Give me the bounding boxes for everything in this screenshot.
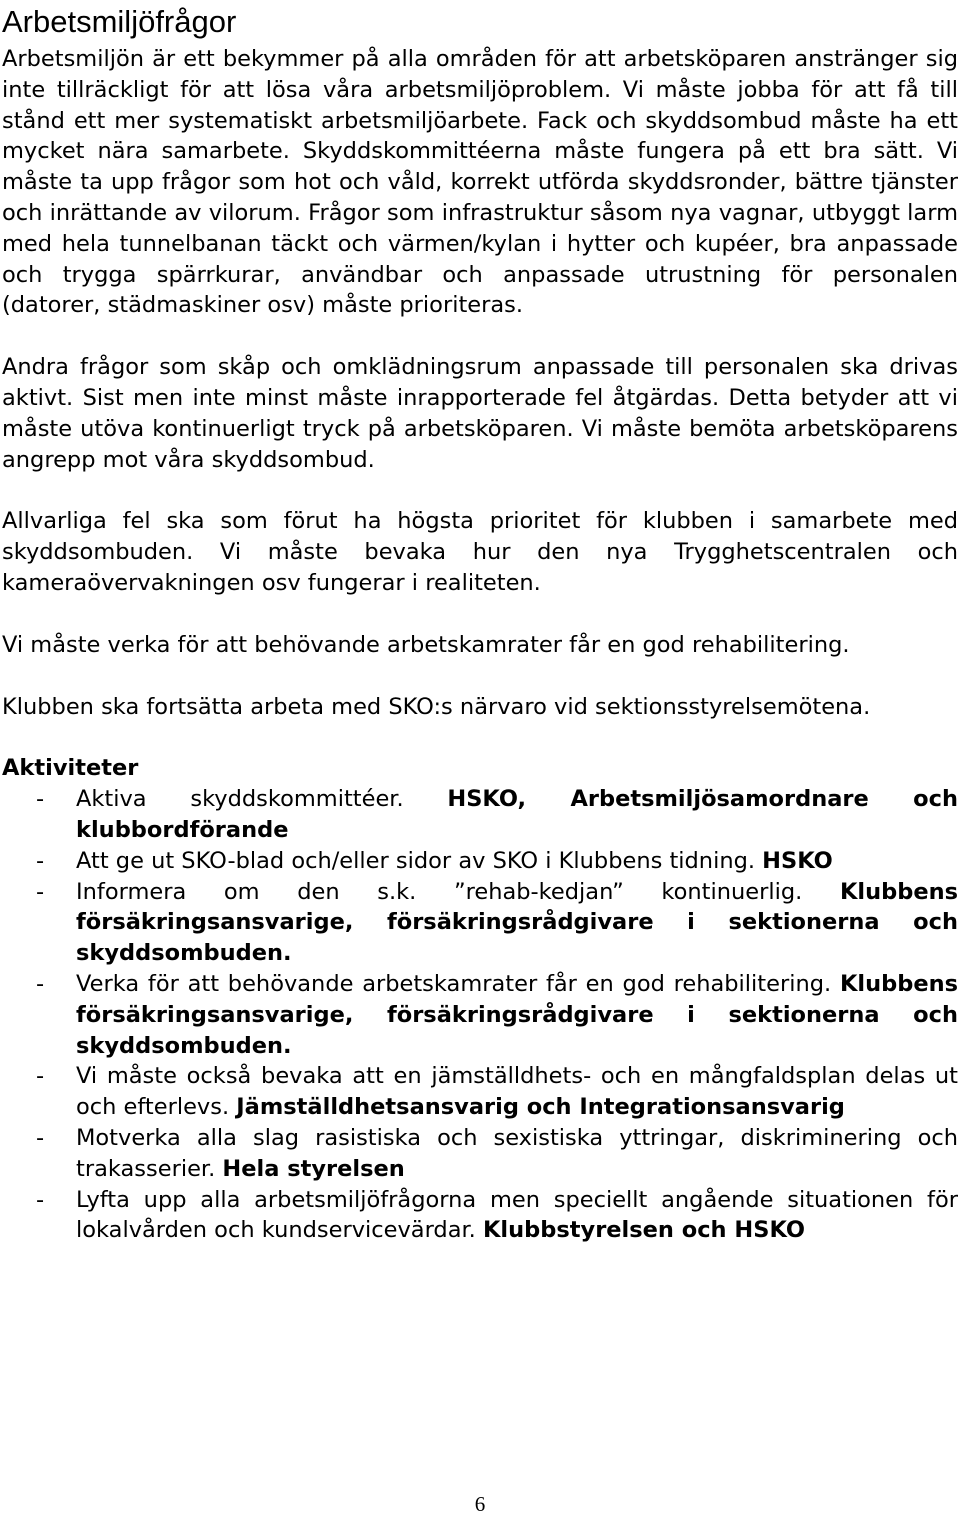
activities-heading: Aktiviteter [2, 755, 139, 782]
activity-responsible: Jämställdhetsansvarig och Integrationsansvarig [236, 1094, 845, 1121]
document-page [2, 0, 958, 1246]
activity-responsible: HSKO, Arbetsmiljösamordnare och klubbordförande [76, 786, 958, 843]
bullet-dash: - [36, 1186, 45, 1213]
bullet-dash: - [36, 1063, 45, 1090]
activity-item [2, 846, 958, 877]
activity-responsible: Hela styrelsen [222, 1155, 405, 1182]
activity-text: Vi måste också bevaka att en jämställdhets- och en mångfaldsplan delas ut och efterlevs. [76, 1063, 958, 1121]
activity-responsible: Klubbens försäkringsansvarige, försäkringsrådgivare i sektionerna och skyddsombuden. [76, 878, 958, 967]
page-title: Arbetsmiljöfrågor [2, 4, 237, 39]
activity-text: Verka för att behövande arbetskamrater får en god rehabilitering. [76, 970, 840, 997]
bullet-dash: - [36, 878, 45, 905]
paragraph-sko-presence: Klubben ska fortsätta arbeta med SKO:s närvaro vid sektionsstyrelsemötena. [2, 693, 871, 720]
paragraph-rehabilitation: Vi måste verka för att behövande arbetskamrater får en god rehabilitering. [2, 631, 850, 658]
activity-item [2, 1061, 958, 1123]
bullet-dash: - [36, 970, 45, 997]
bullet-dash: - [36, 786, 45, 813]
activity-text: Att ge ut SKO-blad och/eller sidor av SKO i Klubbens tidning. [76, 847, 763, 874]
paragraph-lockers: Andra frågor som skåp och omklädningsrum anpassade till personalen ska drivas aktivt. Sist men inte minst måste inrapporterade fel åtgärdas. Detta betyder att vi måste utöva kontinuerligt tryck på arbetsköparen. Vi måste bemöta arbetsköparens angrepp mot våra skyddsombud. [2, 354, 958, 473]
activity-item [2, 877, 958, 969]
activity-responsible: HSKO [762, 847, 833, 874]
bullet-dash: - [36, 1124, 45, 1151]
activity-text: Aktiva skyddskommittéer. [76, 786, 448, 813]
activity-responsible: Klubbstyrelsen och HSKO [483, 1217, 805, 1244]
activity-item [2, 1185, 958, 1247]
bullet-dash: - [36, 847, 45, 874]
activity-item [2, 1123, 958, 1185]
activity-item [2, 969, 958, 1061]
activity-text: Lyfta upp alla arbetsmiljöfrågorna men speciellt angående situationen för lokalvården och kundservicevärdar. [76, 1186, 958, 1244]
paragraph-intro: Arbetsmiljön är ett bekymmer på alla områden för att arbetsköparen anstränger sig inte tillräckligt för att lösa våra arbetsmiljöproblem. Vi måste jobba för att få till stånd ett mer systematiskt arbetsmiljöarbete. Fack och skyddsombud måste ha ett mycket nära samarbete. Skyddskommittéerna måste fungera på ett bra sätt. Vi måste ta upp frågor som hot och våld, korrekt utförda skyddsronder, bättre tjänster och inrättande av vilorum. Frågor som infrastruktur såsom nya vagnar, utbyggt larm med hela tunnelbanan täckt och värmen/kylan i hytter och kupéer, bra anpassade och trygga spärrkurar, användbar och anpassade utrustning för personalen (datorer, städmaskiner osv) måste prioriteras. [2, 46, 958, 319]
activity-item [2, 784, 958, 846]
page-number: 6 [474, 1492, 486, 1516]
activity-text: Motverka alla slag rasistiska och sexistiska yttringar, diskriminering och trakasserier. [76, 1124, 958, 1182]
paragraph-serious-faults: Allvarliga fel ska som förut ha högsta prioritet för klubben i samarbete med skyddsombuden. Vi måste bevaka hur den nya Trygghetscentralen och kameraövervakningen osv fungerar i realiteten. [2, 508, 958, 596]
activity-text: Informera om den s.k. ”rehab-kedjan” kontinuerlig. [76, 878, 840, 905]
activity-responsible: Klubbens försäkringsansvarige, försäkringsrådgivare i sektionerna och skyddsombuden. [76, 970, 958, 1059]
activities-list [2, 784, 958, 1246]
